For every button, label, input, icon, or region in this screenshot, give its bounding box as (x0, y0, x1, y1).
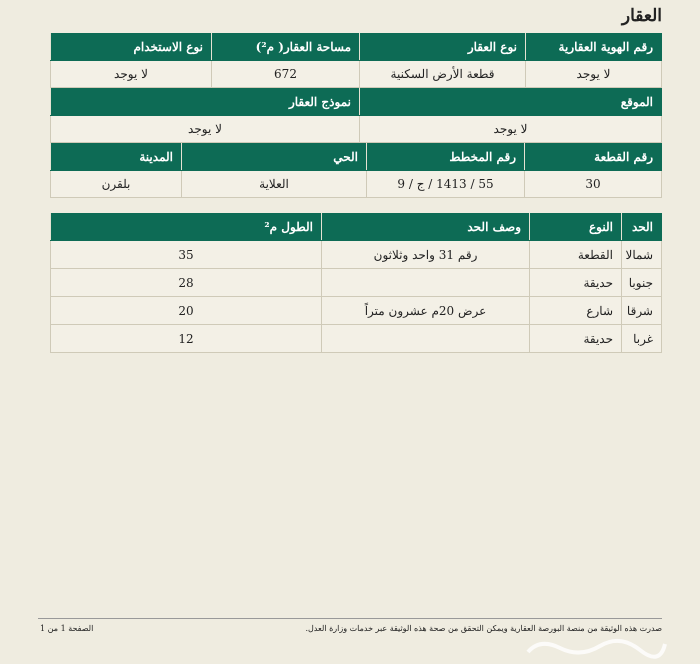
border-description (322, 325, 530, 353)
border-direction: شمالا (622, 241, 662, 269)
border-type: القطعة (530, 241, 622, 269)
header-property-type: نوع العقار (360, 34, 526, 61)
value-plan-number: 55 / 1413 / ج / 9 (367, 171, 525, 198)
border-type: حديقة (530, 269, 622, 297)
page-number: الصفحة 1 من 1 (40, 624, 94, 633)
header-property-model: نموذج العقار (51, 89, 360, 116)
border-direction: شرقا (622, 297, 662, 325)
header-district: الحي (182, 144, 367, 171)
header-border-length: الطول م² (51, 214, 322, 241)
border-length: 20 (51, 297, 322, 325)
table-row (51, 325, 662, 353)
header-identity-number: رقم الهوية العقارية (526, 34, 662, 61)
border-type: شارع (530, 297, 622, 325)
value-area: 672 (212, 61, 360, 88)
border-length: 35 (51, 241, 322, 269)
border-direction: جنوبا (622, 269, 662, 297)
border-description (322, 269, 530, 297)
footer-note: صدرت هذه الوثيقة من منصة البورصة العقارية ويمكن التحقق من صحة هذه الوثيقة عبر خدمات وزارة العدل. (305, 624, 662, 633)
border-length: 28 (51, 269, 322, 297)
location-table (50, 88, 662, 143)
watermark-logo-icon (520, 634, 670, 660)
header-location: الموقع (360, 89, 662, 116)
value-location: لا يوجد (360, 116, 662, 143)
table-row (51, 297, 662, 325)
border-direction: غربا (622, 325, 662, 353)
value-city: بلقرن (51, 171, 182, 198)
plot-table (50, 143, 662, 198)
table-row (51, 269, 662, 297)
header-usage-type: نوع الاستخدام (51, 34, 212, 61)
header-area: مساحة العقار( م²) (212, 34, 360, 61)
border-description: عرض 20م عشرون متراً (322, 297, 530, 325)
header-border-description: وصف الحد (322, 214, 530, 241)
property-info-table (50, 33, 662, 88)
border-description: رقم 31 واحد وثلاثون (322, 241, 530, 269)
value-plot-number: 30 (525, 171, 662, 198)
border-type: حديقة (530, 325, 622, 353)
value-identity-number: لا يوجد (526, 61, 662, 88)
header-border: الحد (622, 214, 662, 241)
table-row (51, 241, 662, 269)
header-city: المدينة (51, 144, 182, 171)
section-title: العقار (621, 6, 662, 26)
footer-divider (38, 618, 662, 619)
header-plan-number: رقم المخطط (367, 144, 525, 171)
header-border-type: النوع (530, 214, 622, 241)
borders-table (50, 213, 662, 353)
value-usage-type: لا يوجد (51, 61, 212, 88)
value-property-model: لا يوجد (51, 116, 360, 143)
value-property-type: قطعة الأرض السكنية (360, 61, 526, 88)
header-plot-number: رقم القطعة (525, 144, 662, 171)
value-district: العلاية (182, 171, 367, 198)
border-length: 12 (51, 325, 322, 353)
